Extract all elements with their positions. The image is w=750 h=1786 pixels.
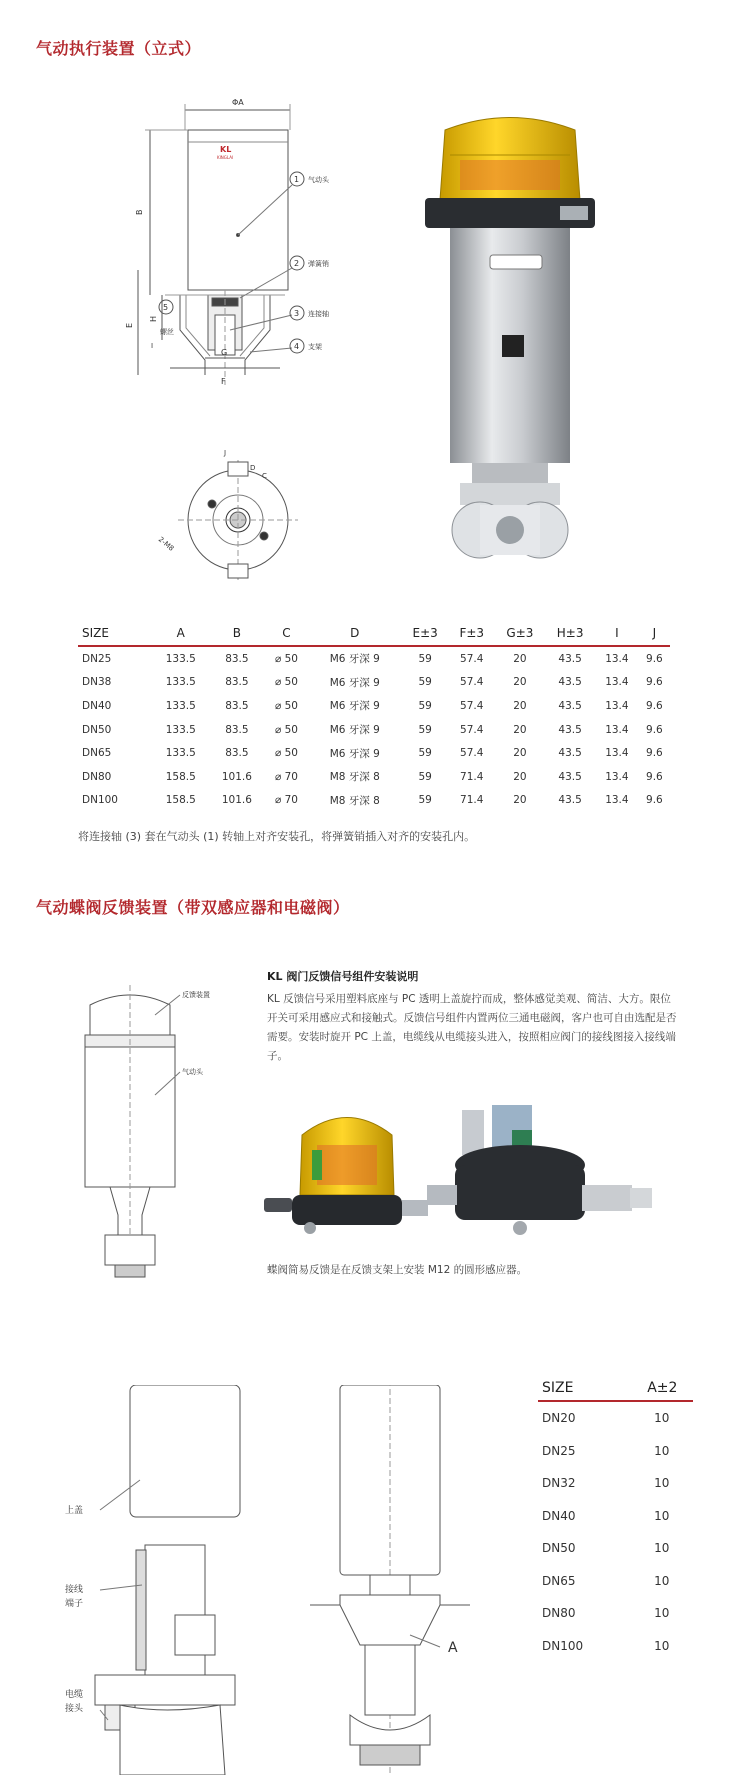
- col-c: C: [265, 622, 308, 646]
- cell: DN65: [542, 1573, 576, 1588]
- cover-drawing: [60, 1385, 270, 1775]
- cell: 9.6: [646, 676, 663, 689]
- cell: 20: [513, 794, 527, 807]
- cell: DN50: [542, 1541, 576, 1556]
- callout-1-num: 1: [294, 175, 300, 184]
- table-row: [78, 789, 670, 813]
- cell: 20: [513, 699, 527, 712]
- table-row: [78, 671, 670, 695]
- logo-kl: KL: [220, 145, 232, 154]
- cell: 57.4: [460, 699, 484, 712]
- actuator-drawing: [120, 90, 360, 610]
- cell: 59: [418, 770, 432, 783]
- dim-C: C: [262, 472, 267, 480]
- dim-hole: 2-M8: [156, 535, 176, 553]
- cell: 20: [513, 770, 527, 783]
- label-cable-1: 电缆: [65, 1690, 84, 1700]
- cell: 59: [418, 723, 432, 736]
- cell: 13.4: [605, 652, 629, 665]
- logo-kinglai: KINGLAI: [217, 155, 234, 160]
- cell: ⌀ 70: [274, 770, 298, 783]
- table-row: [78, 646, 670, 671]
- dim-I: I: [151, 342, 154, 350]
- cell: 13.4: [605, 747, 629, 760]
- table-row: [78, 694, 670, 718]
- col-i: I: [595, 622, 639, 646]
- feedback-device-photos: [262, 1100, 682, 1250]
- table-row: [538, 1500, 693, 1533]
- dim-E: E: [125, 322, 134, 328]
- actuator-valve-photo: [420, 110, 600, 570]
- section1-title: 气动执行装置（立式）: [36, 39, 202, 58]
- cell: 9.6: [646, 747, 663, 760]
- cell: 10: [654, 1638, 670, 1653]
- cell: DN65: [82, 747, 112, 760]
- cell: 10: [654, 1606, 670, 1621]
- callout-3-num: 3: [294, 309, 300, 318]
- cell: 10: [654, 1443, 670, 1458]
- cell: ⌀ 50: [274, 747, 298, 760]
- kl-install-title: KL 阀门反馈信号组件安装说明: [267, 970, 419, 983]
- size-table-header: [538, 1380, 693, 1401]
- cell: DN38: [82, 676, 112, 689]
- cell: 9.6: [646, 652, 663, 665]
- label-terminal-2: 端子: [65, 1599, 84, 1609]
- callout-2-num: 2: [294, 259, 300, 268]
- cell: M8 牙深 8: [329, 794, 380, 807]
- spec-table: [78, 622, 670, 812]
- cell: DN40: [82, 699, 112, 712]
- col-d: D: [308, 622, 402, 646]
- cell: M6 牙深 9: [329, 700, 380, 713]
- table-row: [538, 1565, 693, 1598]
- cell: 83.5: [225, 747, 249, 760]
- cell: 13.4: [605, 723, 629, 736]
- cell: 9.6: [646, 723, 663, 736]
- cell: 59: [418, 676, 432, 689]
- cell: 43.5: [558, 699, 582, 712]
- cell: ⌀ 50: [274, 723, 298, 736]
- label-feedback: 反馈装置: [182, 991, 210, 999]
- cell: 10: [654, 1573, 670, 1588]
- cell: 59: [418, 747, 432, 760]
- cell: 71.4: [460, 794, 484, 807]
- cell: 43.5: [558, 652, 582, 665]
- cell: 133.5: [165, 747, 196, 760]
- cell: 57.4: [460, 676, 484, 689]
- col-size: SIZE: [538, 1380, 632, 1401]
- cell: DN100: [82, 794, 118, 807]
- col-j: J: [639, 622, 670, 646]
- cell: DN100: [542, 1638, 584, 1653]
- table-row: [538, 1467, 693, 1500]
- col-a: A±2: [632, 1380, 693, 1401]
- cell: 10: [654, 1476, 670, 1491]
- table-row: [78, 741, 670, 765]
- table-row: [538, 1435, 693, 1468]
- col-size: SIZE: [78, 622, 153, 646]
- valve-drawing: [310, 1385, 490, 1775]
- callout-2-text: 弹簧销: [308, 260, 329, 268]
- callout-4-num: 4: [294, 342, 300, 351]
- cell: 20: [513, 652, 527, 665]
- kl-install-desc: KL 反馈信号采用塑料底座与 PC 透明上盖旋拧而成，整体感觉美观、简洁、大方。限位开关可采用感应式和接触式。反馈信号组件内置两位三通电磁阀，客户也可自由选配是否需要。安装时旋开 PC 上盖，电缆线从电缆接头进入，按照相应阀门的接线图接入接线端子。: [267, 993, 677, 1062]
- dim-G: G: [221, 348, 228, 357]
- cell: 20: [513, 723, 527, 736]
- cell: 83.5: [225, 676, 249, 689]
- cell: 20: [513, 676, 527, 689]
- table-row: [78, 718, 670, 742]
- cell: ⌀ 50: [274, 676, 298, 689]
- cell: M6 牙深 9: [329, 747, 380, 760]
- cell: 83.5: [225, 652, 249, 665]
- col-g: G±3: [495, 622, 545, 646]
- cell: 133.5: [165, 676, 196, 689]
- cell: 59: [418, 699, 432, 712]
- install-note: 将连接轴 (3) 套在气动头 (1) 转轴上对齐安装孔，将弹簧销插入对齐的安装孔内。: [78, 830, 476, 843]
- cell: 158.5: [165, 794, 196, 807]
- cell: 83.5: [225, 723, 249, 736]
- cell: 83.5: [225, 699, 249, 712]
- cell: 43.5: [558, 747, 582, 760]
- cell: 57.4: [460, 747, 484, 760]
- table-row: [538, 1401, 693, 1435]
- cell: 101.6: [221, 794, 252, 807]
- col-h: H±3: [545, 622, 595, 646]
- spec-table-header: [78, 622, 670, 646]
- cell: 13.4: [605, 676, 629, 689]
- cell: 20: [513, 747, 527, 760]
- cell: 133.5: [165, 652, 196, 665]
- table-row: [538, 1630, 693, 1663]
- cell: 59: [418, 794, 432, 807]
- section2-title: 气动蝶阀反馈装置（带双感应器和电磁阀）: [36, 898, 350, 917]
- cell: M6 牙深 9: [329, 676, 380, 689]
- cell: 9.6: [646, 699, 663, 712]
- size-table: [538, 1380, 693, 1662]
- cell: 59: [418, 652, 432, 665]
- cell: DN80: [82, 770, 112, 783]
- dim-B: B: [135, 209, 144, 215]
- callout-1-text: 气动头: [308, 176, 329, 184]
- cell: DN20: [542, 1411, 576, 1426]
- cell: 9.6: [646, 794, 663, 807]
- cell: DN80: [542, 1606, 576, 1621]
- cell: DN25: [82, 652, 112, 665]
- dim-D: D: [250, 464, 256, 472]
- cell: 158.5: [165, 770, 196, 783]
- cell: M8 牙深 8: [329, 771, 380, 784]
- col-a: A: [153, 622, 209, 646]
- callout-4-text: 支架: [308, 343, 322, 351]
- cell: DN50: [82, 723, 112, 736]
- label-cable-2: 接头: [65, 1704, 84, 1714]
- cell: 43.5: [558, 723, 582, 736]
- dim-H: H: [149, 315, 158, 322]
- label-head: 气动头: [182, 1068, 203, 1076]
- cell: 57.4: [460, 723, 484, 736]
- cell: 101.6: [221, 770, 252, 783]
- cell: 10: [654, 1411, 670, 1426]
- table-row: [538, 1597, 693, 1630]
- table-row: [78, 765, 670, 789]
- cell: 10: [654, 1508, 670, 1523]
- cell: ⌀ 70: [274, 794, 298, 807]
- col-b: B: [209, 622, 265, 646]
- cell: 57.4: [460, 652, 484, 665]
- cell: ⌀ 50: [274, 652, 298, 665]
- dim-J: J: [224, 449, 227, 457]
- callout-5-text: 螺丝: [160, 328, 174, 336]
- col-f: F±3: [449, 622, 495, 646]
- cell: 10: [654, 1541, 670, 1556]
- dim-F: F: [221, 377, 226, 386]
- col-e: E±3: [402, 622, 449, 646]
- table-row: [538, 1532, 693, 1565]
- cell: 13.4: [605, 699, 629, 712]
- cell: DN40: [542, 1508, 576, 1523]
- cell: 13.4: [605, 794, 629, 807]
- label-terminal-1: 接线: [65, 1585, 84, 1595]
- cell: DN25: [542, 1443, 576, 1458]
- cell: 13.4: [605, 770, 629, 783]
- cell: 133.5: [165, 699, 196, 712]
- cell: DN32: [542, 1476, 576, 1491]
- cell: 43.5: [558, 770, 582, 783]
- cell: 133.5: [165, 723, 196, 736]
- dim-phiA: ΦA: [232, 98, 244, 107]
- feedback-drawing: [70, 965, 230, 1285]
- cell: 43.5: [558, 676, 582, 689]
- feedback-note: 蝶阀简易反馈是在反馈支架上安装 M12 的圆形感应器。: [267, 1264, 528, 1276]
- label-cover: 上盖: [65, 1506, 84, 1516]
- callout-3-text: 连接轴: [308, 310, 329, 318]
- cell: M6 牙深 9: [329, 653, 380, 666]
- dim-A: A: [448, 1640, 458, 1656]
- cell: M6 牙深 9: [329, 724, 380, 737]
- cell: ⌀ 50: [274, 699, 298, 712]
- cell: 71.4: [460, 770, 484, 783]
- cell: 9.6: [646, 770, 663, 783]
- callout-5-num: 5: [163, 303, 169, 312]
- cell: 43.5: [558, 794, 582, 807]
